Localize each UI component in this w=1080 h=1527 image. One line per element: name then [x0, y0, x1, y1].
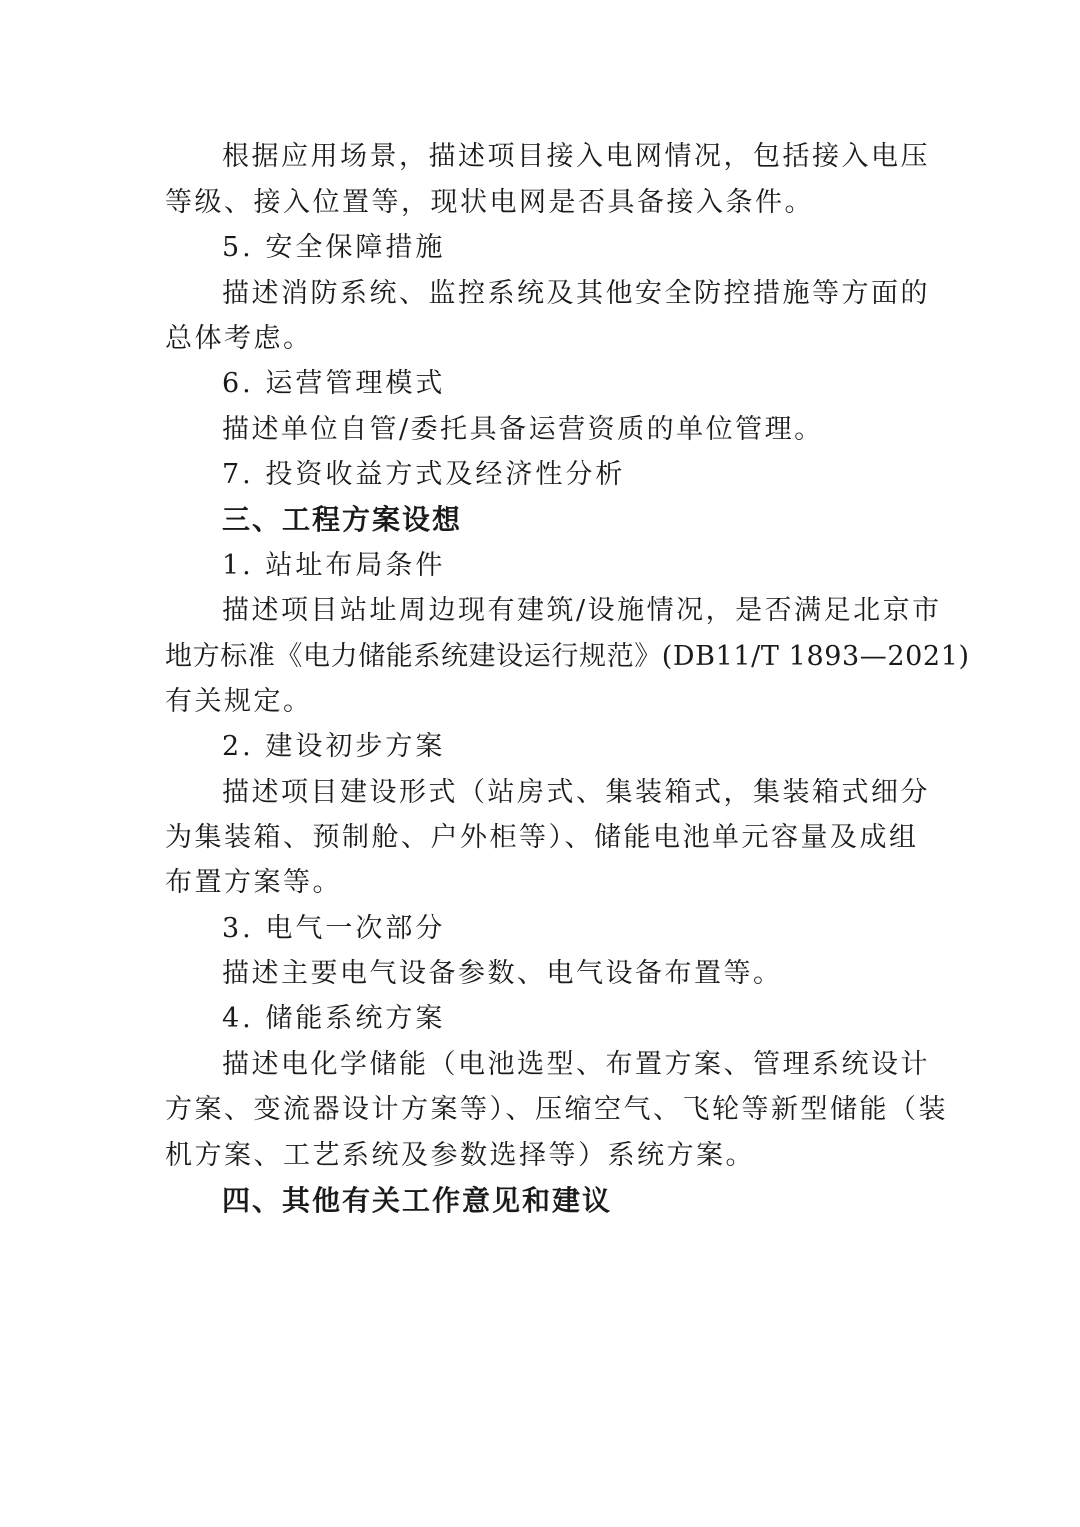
paragraph-line: 有关规定。	[165, 686, 313, 717]
paragraph-line: 描述电化学储能（电池选型、布置方案、管理系统设计	[222, 1049, 930, 1080]
section-subheading: 4. 储能系统方案	[222, 1003, 446, 1034]
paragraph-line: 描述项目站址周边现有建筑/设施情况，是否满足北京市	[222, 595, 942, 626]
section-heading: 三、工程方案设想	[222, 503, 463, 536]
paragraph-line: 描述单位自管/委托具备运营资质的单位管理。	[222, 414, 824, 445]
paragraph-line: 总体考虑。	[165, 323, 313, 354]
section-subheading: 3. 电气一次部分	[222, 913, 446, 944]
paragraph-line: 为集装箱、预制舱、户外柜等）、储能电池单元容量及成组	[165, 822, 919, 853]
paragraph-line: 等级、接入位置等，现状电网是否具备接入条件。	[165, 187, 814, 218]
paragraph-line: 布置方案等。	[165, 867, 342, 898]
section-subheading: 1. 站址布局条件	[222, 550, 446, 581]
section-subheading: 6. 运营管理模式	[222, 368, 446, 399]
section-heading: 四、其他有关工作意见和建议	[222, 1184, 613, 1217]
section-subheading: 2. 建设初步方案	[222, 731, 446, 762]
section-subheading: 7. 投资收益方式及经济性分析	[222, 459, 626, 490]
paragraph-line: 描述项目建设形式（站房式、集装箱式，集装箱式细分	[222, 777, 930, 808]
paragraph-line: 根据应用场景，描述项目接入电网情况，包括接入电压	[222, 141, 930, 172]
paragraph-line: 方案、变流器设计方案等）、压缩空气、飞轮等新型储能（装	[165, 1094, 948, 1125]
paragraph-line: 描述主要电气设备参数、电气设备布置等。	[222, 958, 783, 989]
section-subheading: 5. 安全保障措施	[222, 232, 446, 263]
paragraph-line: 地方标准《电力储能系统建设运行规范》(DB11/T 1893—2021)	[165, 641, 970, 672]
paragraph-line: 描述消防系统、监控系统及其他安全防控措施等方面的	[222, 278, 930, 309]
paragraph-line: 机方案、工艺系统及参数选择等）系统方案。	[165, 1140, 755, 1171]
